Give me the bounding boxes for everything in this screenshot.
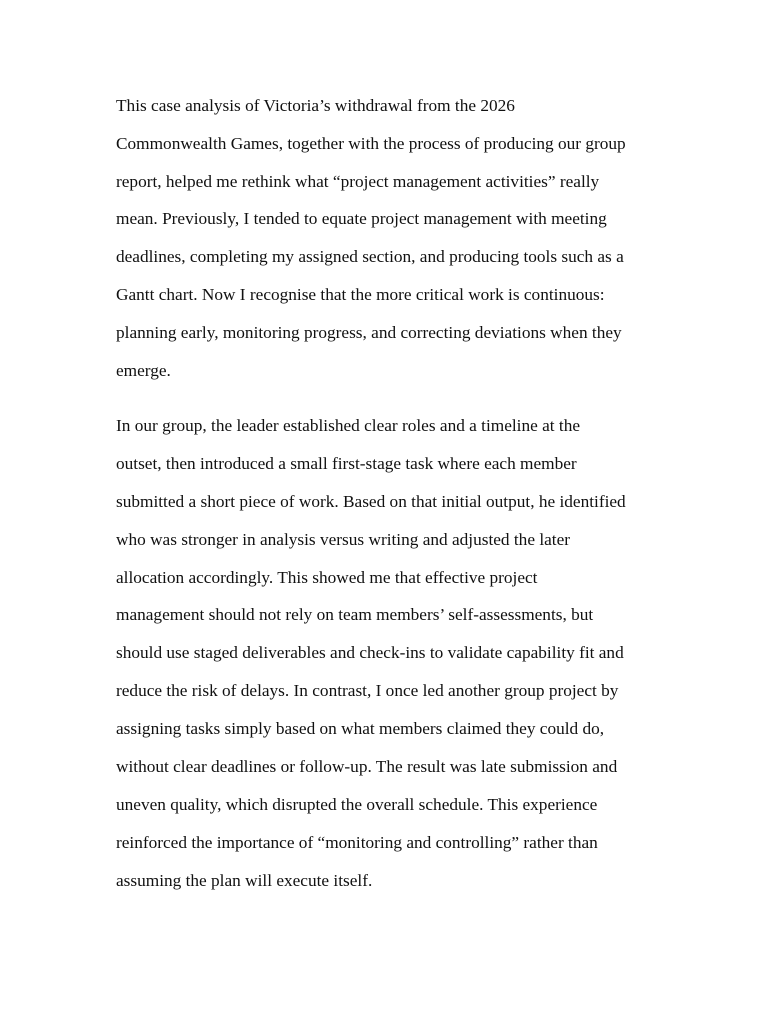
- paragraph-1-line-7: planning early, monitoring progress, and correcting deviations when they: [116, 323, 622, 342]
- paragraph-2-line-5: allocation accordingly. This showed me that effective project: [116, 568, 538, 587]
- paragraph-1-line-4: mean. Previously, I tended to equate project management with meeting: [116, 209, 607, 228]
- paragraph-1-line-5: deadlines, completing my assigned section, and producing tools such as a: [116, 247, 624, 266]
- paragraph-2-line-1: In our group, the leader established clear roles and a timeline at the: [116, 416, 581, 435]
- paragraph-2-line-6: management should not rely on team members’ self-assessments, but: [116, 605, 594, 624]
- paragraph-2-line-11: uneven quality, which disrupted the overall schedule. This experience: [116, 795, 598, 814]
- paragraph-1-line-3: report, helped me rethink what “project management activities” really: [116, 172, 600, 191]
- paragraph-2-line-2: outset, then introduced a small first-stage task where each member: [116, 454, 577, 473]
- paragraph-1-line-1: This case analysis of Victoria’s withdrawal from the 2026: [116, 96, 515, 115]
- paragraph-2-line-13: assuming the plan will execute itself.: [116, 871, 373, 890]
- paragraph-2-line-4: who was stronger in analysis versus writing and adjusted the later: [116, 530, 571, 549]
- paragraph-1-line-6: Gantt chart. Now I recognise that the more critical work is continuous:: [116, 285, 605, 304]
- paragraph-2-line-3: submitted a short piece of work. Based on that initial output, he identified: [116, 492, 626, 511]
- paragraph-1-line-2: Commonwealth Games, together with the process of producing our group: [116, 134, 626, 153]
- paragraph-2-line-7: should use staged deliverables and check-ins to validate capability fit and: [116, 643, 624, 662]
- paragraph-2-line-12: reinforced the importance of “monitoring and controlling” rather than: [116, 833, 598, 852]
- paragraph-2-line-10: without clear deadlines or follow-up. The result was late submission and: [116, 757, 618, 776]
- paragraph-1-line-8: emerge.: [116, 361, 171, 380]
- paragraph-2-line-9: assigning tasks simply based on what members claimed they could do,: [116, 719, 605, 738]
- paragraph-2-line-8: reduce the risk of delays. In contrast, I once led another group project by: [116, 681, 619, 700]
